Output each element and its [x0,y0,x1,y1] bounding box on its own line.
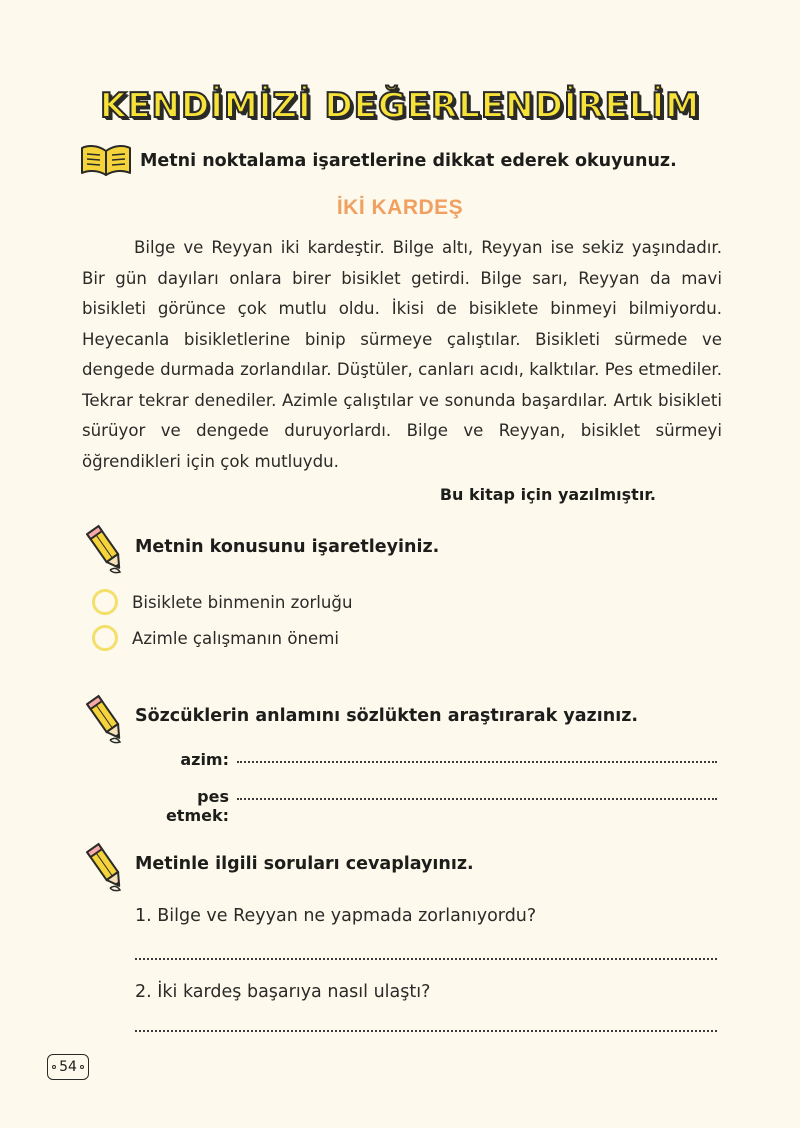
option-circle[interactable] [92,625,118,651]
reading-instruction-row [80,143,677,179]
option-label: Bisiklete binmenin zorluğu [132,592,353,612]
dictionary-instruction: Sözcüklerin anlamını sözlükten araştırarak yazınız. [135,706,639,726]
page-title: KENDİMİZİ DEĞERLENDİRELİM [99,86,701,126]
story-title: İKİ KARDEŞ [336,196,464,219]
questions-instruction-row [135,854,474,874]
reading-instruction: Metni noktalama işaretlerine dikkat ederek okuyunuz. [140,151,677,171]
topic-instruction: Metnin konusunu işaretleyiniz. [135,537,440,557]
question-1: 1. Bilge ve Reyyan ne yapmada zorlanıyordu? [135,906,537,926]
dictionary-instruction-row [135,706,638,726]
topic-instruction-row [135,537,439,557]
story-paragraph: Bilge ve Reyyan iki kardeştir. Bilge altı, Reyyan ise sekiz yaşındadır. Bir gün dayıları onlara birer bisiklet getirdi. Bilge sarı, Reyyan da mavi bisikleti görünce çok mutlu oldu. İkisi de bisiklete binmeyi bilmiyordu. Heyecanla bisikletlerine binip sürmeye çalıştılar. Bisikleti sürmede ve dengede durmada zorlandılar. Düştüler, canları acıdı, kalktılar. Pes etmediler. Tekrar tekrar denediler. Azimle çalıştılar ve sonunda başardılar. Artık bisikleti sürüyor ve dengede duruyorlardı. Bilge ve Reyyan, bisiklet sürmeyi öğrendikleri için çok mutluydu. [82,238,722,471]
definition-row-pes-etmek [135,787,717,825]
definition-term: azim: [180,750,229,769]
dot-icon [80,1065,84,1069]
definition-row-azim [135,750,717,769]
story-credit: Bu kitap için yazılmıştır. [439,485,656,504]
question-2: 2. İki kardeş başarıya nasıl ulaştı? [135,982,431,1002]
pencil-icon [86,840,126,894]
open-book-icon [80,143,132,179]
topic-option[interactable] [92,589,352,615]
option-circle[interactable] [92,589,118,615]
pencil-icon [86,522,126,576]
story-body [82,233,722,477]
answer-line-1[interactable] [135,958,717,960]
questions-instruction: Metinle ilgili soruları cevaplayınız. [135,854,474,874]
page-number: 54 [59,1059,77,1075]
dot-icon [52,1065,56,1069]
option-label: Azimle çalışmanın önemi [132,628,339,648]
answer-line-2[interactable] [135,1030,717,1032]
definition-answer-line[interactable] [237,761,717,763]
page-number-badge [47,1054,89,1080]
topic-option[interactable] [92,625,339,651]
definition-answer-line[interactable] [237,798,717,800]
definition-term: pes etmek: [165,787,229,825]
pencil-icon [86,692,126,746]
